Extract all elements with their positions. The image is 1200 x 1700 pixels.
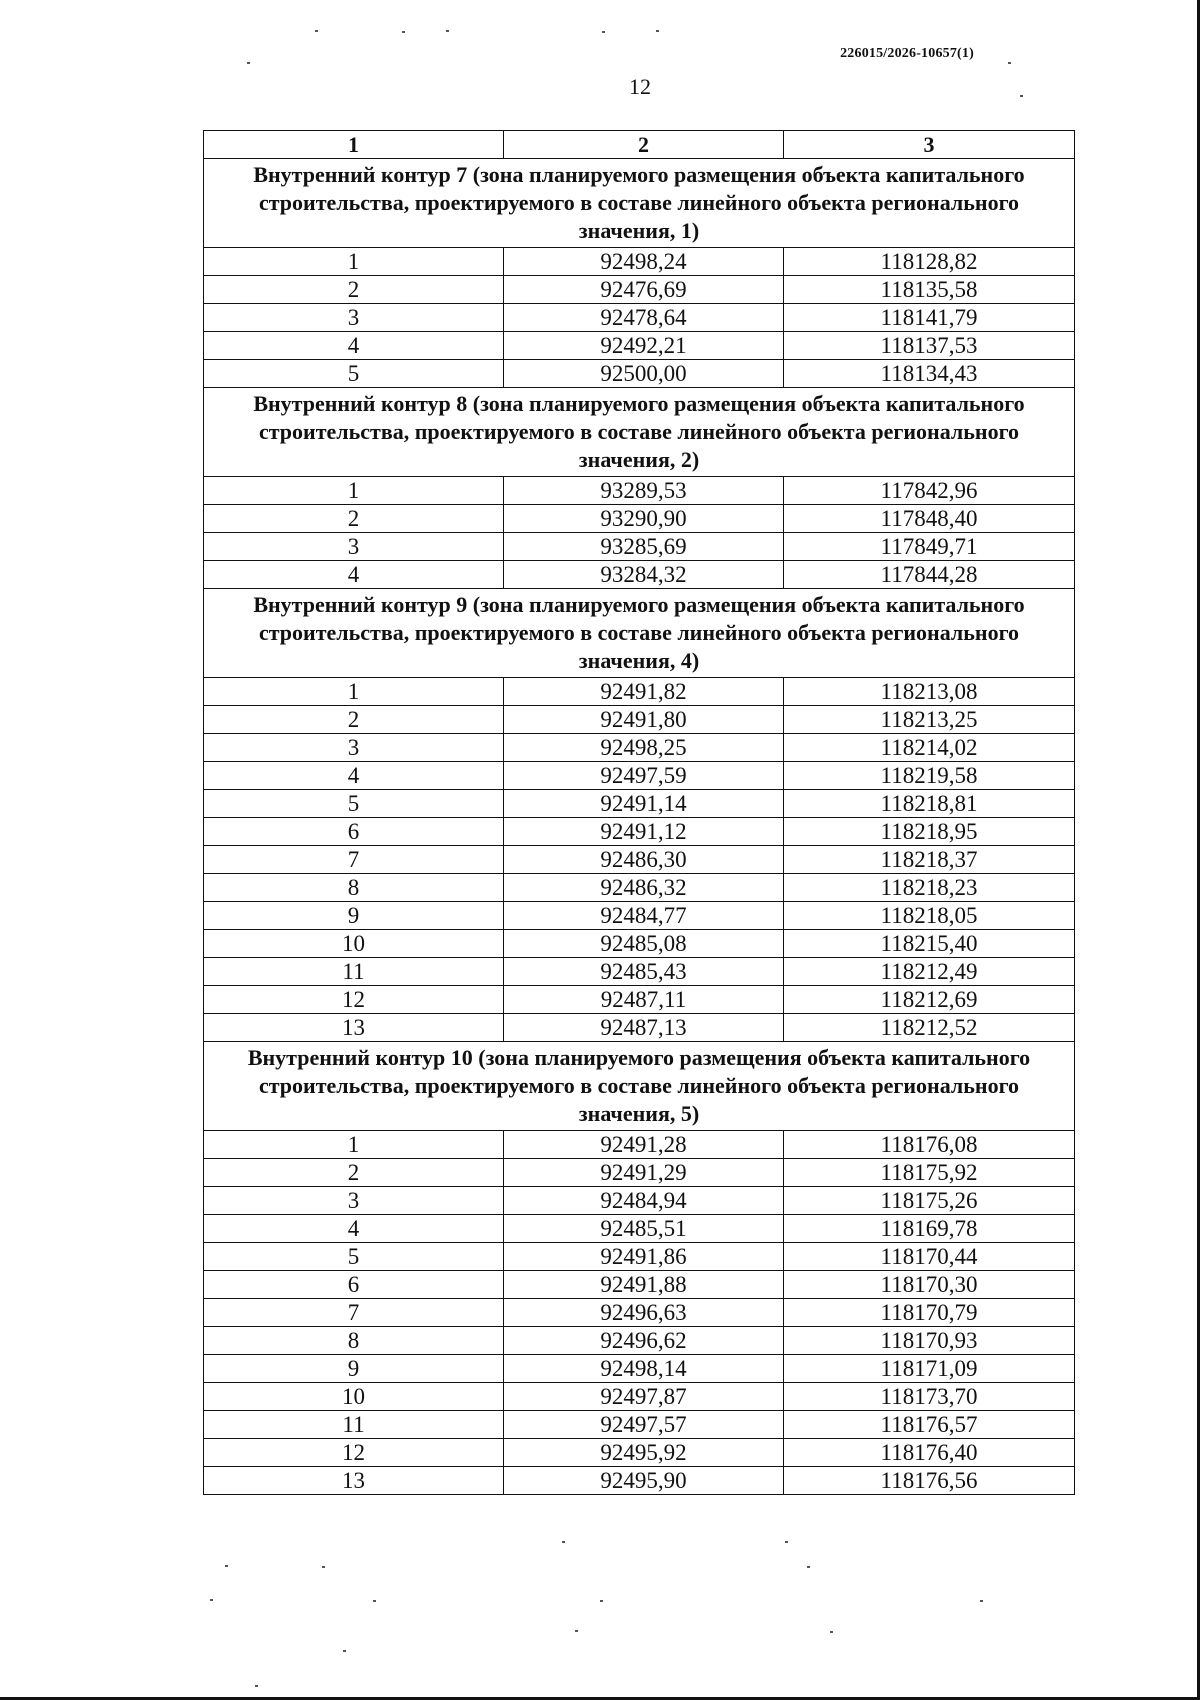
y-coordinate-cell: 118128,82 bbox=[784, 248, 1075, 276]
y-coordinate-cell: 118170,44 bbox=[784, 1243, 1075, 1271]
x-coordinate-cell: 92498,14 bbox=[504, 1355, 784, 1383]
y-coordinate-cell: 118173,70 bbox=[784, 1383, 1075, 1411]
coordinates-table-body bbox=[204, 131, 1075, 1495]
point-number-cell: 11 bbox=[204, 958, 504, 986]
point-number-cell: 2 bbox=[204, 505, 504, 533]
table-row bbox=[204, 332, 1075, 360]
table-row bbox=[204, 846, 1075, 874]
table-row bbox=[204, 734, 1075, 762]
table-row bbox=[204, 304, 1075, 332]
x-coordinate-cell: 92485,43 bbox=[504, 958, 784, 986]
y-coordinate-cell: 118176,57 bbox=[784, 1411, 1075, 1439]
section-header-row bbox=[204, 589, 1075, 678]
point-number-cell: 6 bbox=[204, 818, 504, 846]
table-row bbox=[204, 505, 1075, 533]
point-number-cell: 1 bbox=[204, 477, 504, 505]
point-number-cell: 9 bbox=[204, 1355, 504, 1383]
table-row bbox=[204, 1327, 1075, 1355]
table-row bbox=[204, 818, 1075, 846]
y-coordinate-cell: 118171,09 bbox=[784, 1355, 1075, 1383]
point-number-cell: 4 bbox=[204, 762, 504, 790]
table-row bbox=[204, 1271, 1075, 1299]
point-number-cell: 2 bbox=[204, 706, 504, 734]
y-coordinate-cell: 118218,05 bbox=[784, 902, 1075, 930]
document-number: 226015/2026-10657(1) bbox=[840, 46, 974, 61]
point-number-cell: 13 bbox=[204, 1014, 504, 1042]
x-coordinate-cell: 92486,30 bbox=[504, 846, 784, 874]
point-number-cell: 5 bbox=[204, 790, 504, 818]
table-header-row bbox=[204, 131, 1075, 159]
table-row bbox=[204, 762, 1075, 790]
y-coordinate-cell: 118170,93 bbox=[784, 1327, 1075, 1355]
y-coordinate-cell: 118219,58 bbox=[784, 762, 1075, 790]
y-coordinate-cell: 117849,71 bbox=[784, 533, 1075, 561]
column-header: 3 bbox=[784, 131, 1075, 159]
x-coordinate-cell: 92491,12 bbox=[504, 818, 784, 846]
x-coordinate-cell: 93289,53 bbox=[504, 477, 784, 505]
point-number-cell: 3 bbox=[204, 734, 504, 762]
point-number-cell: 8 bbox=[204, 874, 504, 902]
point-number-cell: 10 bbox=[204, 1383, 504, 1411]
table-row bbox=[204, 248, 1075, 276]
point-number-cell: 2 bbox=[204, 276, 504, 304]
y-coordinate-cell: 118213,08 bbox=[784, 678, 1075, 706]
point-number-cell: 9 bbox=[204, 902, 504, 930]
point-number-cell: 13 bbox=[204, 1467, 504, 1495]
point-number-cell: 4 bbox=[204, 561, 504, 589]
x-coordinate-cell: 92491,14 bbox=[504, 790, 784, 818]
x-coordinate-cell: 93284,32 bbox=[504, 561, 784, 589]
x-coordinate-cell: 92500,00 bbox=[504, 360, 784, 388]
table-row bbox=[204, 1411, 1075, 1439]
point-number-cell: 11 bbox=[204, 1411, 504, 1439]
x-coordinate-cell: 92498,25 bbox=[504, 734, 784, 762]
point-number-cell: 3 bbox=[204, 533, 504, 561]
y-coordinate-cell: 118141,79 bbox=[784, 304, 1075, 332]
table-row bbox=[204, 1383, 1075, 1411]
x-coordinate-cell: 93290,90 bbox=[504, 505, 784, 533]
point-number-cell: 1 bbox=[204, 678, 504, 706]
x-coordinate-cell: 92491,82 bbox=[504, 678, 784, 706]
y-coordinate-cell: 117844,28 bbox=[784, 561, 1075, 589]
y-coordinate-cell: 118212,49 bbox=[784, 958, 1075, 986]
x-coordinate-cell: 92496,62 bbox=[504, 1327, 784, 1355]
section-title: Внутренний контур 9 (зона планируемого размещения объекта капитального строительства, проектируемого в составе линейного объекта регионального значения, 4) bbox=[204, 589, 1075, 678]
column-header: 1 bbox=[204, 131, 504, 159]
section-title: Внутренний контур 10 (зона планируемого размещения объекта капитального строительства, проектируемого в составе линейного объекта регионального значения, 5) bbox=[204, 1042, 1075, 1131]
point-number-cell: 3 bbox=[204, 1187, 504, 1215]
section-header-row bbox=[204, 159, 1075, 248]
y-coordinate-cell: 118135,58 bbox=[784, 276, 1075, 304]
y-coordinate-cell: 118215,40 bbox=[784, 930, 1075, 958]
y-coordinate-cell: 118218,23 bbox=[784, 874, 1075, 902]
table-row bbox=[204, 477, 1075, 505]
x-coordinate-cell: 92487,11 bbox=[504, 986, 784, 1014]
table-row bbox=[204, 1243, 1075, 1271]
section-header-row bbox=[204, 388, 1075, 477]
x-coordinate-cell: 92487,13 bbox=[504, 1014, 784, 1042]
x-coordinate-cell: 92491,29 bbox=[504, 1159, 784, 1187]
table-row bbox=[204, 360, 1075, 388]
table-row bbox=[204, 1187, 1075, 1215]
table-row bbox=[204, 561, 1075, 589]
x-coordinate-cell: 92497,87 bbox=[504, 1383, 784, 1411]
y-coordinate-cell: 118218,95 bbox=[784, 818, 1075, 846]
y-coordinate-cell: 118176,08 bbox=[784, 1131, 1075, 1159]
x-coordinate-cell: 92491,86 bbox=[504, 1243, 784, 1271]
y-coordinate-cell: 118218,81 bbox=[784, 790, 1075, 818]
table-row bbox=[204, 533, 1075, 561]
table-row bbox=[204, 706, 1075, 734]
point-number-cell: 8 bbox=[204, 1327, 504, 1355]
y-coordinate-cell: 118175,92 bbox=[784, 1159, 1075, 1187]
y-coordinate-cell: 117848,40 bbox=[784, 505, 1075, 533]
y-coordinate-cell: 118212,69 bbox=[784, 986, 1075, 1014]
y-coordinate-cell: 117842,96 bbox=[784, 477, 1075, 505]
point-number-cell: 12 bbox=[204, 1439, 504, 1467]
table-row bbox=[204, 790, 1075, 818]
table-row bbox=[204, 1159, 1075, 1187]
section-title: Внутренний контур 7 (зона планируемого размещения объекта капитального строительства, проектируемого в составе линейного объекта регионального значения, 1) bbox=[204, 159, 1075, 248]
y-coordinate-cell: 118218,37 bbox=[784, 846, 1075, 874]
x-coordinate-cell: 92485,08 bbox=[504, 930, 784, 958]
point-number-cell: 6 bbox=[204, 1271, 504, 1299]
point-number-cell: 1 bbox=[204, 1131, 504, 1159]
table-row bbox=[204, 986, 1075, 1014]
y-coordinate-cell: 118176,40 bbox=[784, 1439, 1075, 1467]
x-coordinate-cell: 92491,88 bbox=[504, 1271, 784, 1299]
x-coordinate-cell: 92484,77 bbox=[504, 902, 784, 930]
table-row bbox=[204, 1355, 1075, 1383]
table-row bbox=[204, 1131, 1075, 1159]
table-row bbox=[204, 1439, 1075, 1467]
x-coordinate-cell: 92497,59 bbox=[504, 762, 784, 790]
x-coordinate-cell: 92491,80 bbox=[504, 706, 784, 734]
table-row bbox=[204, 874, 1075, 902]
table-row bbox=[204, 276, 1075, 304]
x-coordinate-cell: 92495,90 bbox=[504, 1467, 784, 1495]
point-number-cell: 12 bbox=[204, 986, 504, 1014]
x-coordinate-cell: 92484,94 bbox=[504, 1187, 784, 1215]
table-row bbox=[204, 1014, 1075, 1042]
column-header: 2 bbox=[504, 131, 784, 159]
point-number-cell: 3 bbox=[204, 304, 504, 332]
x-coordinate-cell: 92491,28 bbox=[504, 1131, 784, 1159]
point-number-cell: 2 bbox=[204, 1159, 504, 1187]
point-number-cell: 7 bbox=[204, 846, 504, 874]
x-coordinate-cell: 92498,24 bbox=[504, 248, 784, 276]
point-number-cell: 1 bbox=[204, 248, 504, 276]
x-coordinate-cell: 92476,69 bbox=[504, 276, 784, 304]
x-coordinate-cell: 92478,64 bbox=[504, 304, 784, 332]
y-coordinate-cell: 118137,53 bbox=[784, 332, 1075, 360]
x-coordinate-cell: 92485,51 bbox=[504, 1215, 784, 1243]
table-row bbox=[204, 930, 1075, 958]
table-row bbox=[204, 1299, 1075, 1327]
section-header-row bbox=[204, 1042, 1075, 1131]
table-row bbox=[204, 1467, 1075, 1495]
table-row bbox=[204, 902, 1075, 930]
y-coordinate-cell: 118212,52 bbox=[784, 1014, 1075, 1042]
point-number-cell: 10 bbox=[204, 930, 504, 958]
y-coordinate-cell: 118175,26 bbox=[784, 1187, 1075, 1215]
y-coordinate-cell: 118176,56 bbox=[784, 1467, 1075, 1495]
point-number-cell: 5 bbox=[204, 360, 504, 388]
y-coordinate-cell: 118170,79 bbox=[784, 1299, 1075, 1327]
table-row bbox=[204, 1215, 1075, 1243]
coordinates-table bbox=[203, 130, 1075, 1495]
y-coordinate-cell: 118169,78 bbox=[784, 1215, 1075, 1243]
page-number: 12 bbox=[629, 74, 651, 99]
table-row bbox=[204, 678, 1075, 706]
section-title: Внутренний контур 8 (зона планируемого размещения объекта капитального строительства, проектируемого в составе линейного объекта регионального значения, 2) bbox=[204, 388, 1075, 477]
table-row bbox=[204, 958, 1075, 986]
y-coordinate-cell: 118134,43 bbox=[784, 360, 1075, 388]
x-coordinate-cell: 92496,63 bbox=[504, 1299, 784, 1327]
x-coordinate-cell: 92497,57 bbox=[504, 1411, 784, 1439]
point-number-cell: 4 bbox=[204, 1215, 504, 1243]
point-number-cell: 7 bbox=[204, 1299, 504, 1327]
y-coordinate-cell: 118213,25 bbox=[784, 706, 1075, 734]
x-coordinate-cell: 92495,92 bbox=[504, 1439, 784, 1467]
y-coordinate-cell: 118170,30 bbox=[784, 1271, 1075, 1299]
point-number-cell: 4 bbox=[204, 332, 504, 360]
x-coordinate-cell: 92486,32 bbox=[504, 874, 784, 902]
x-coordinate-cell: 93285,69 bbox=[504, 533, 784, 561]
x-coordinate-cell: 92492,21 bbox=[504, 332, 784, 360]
point-number-cell: 5 bbox=[204, 1243, 504, 1271]
y-coordinate-cell: 118214,02 bbox=[784, 734, 1075, 762]
